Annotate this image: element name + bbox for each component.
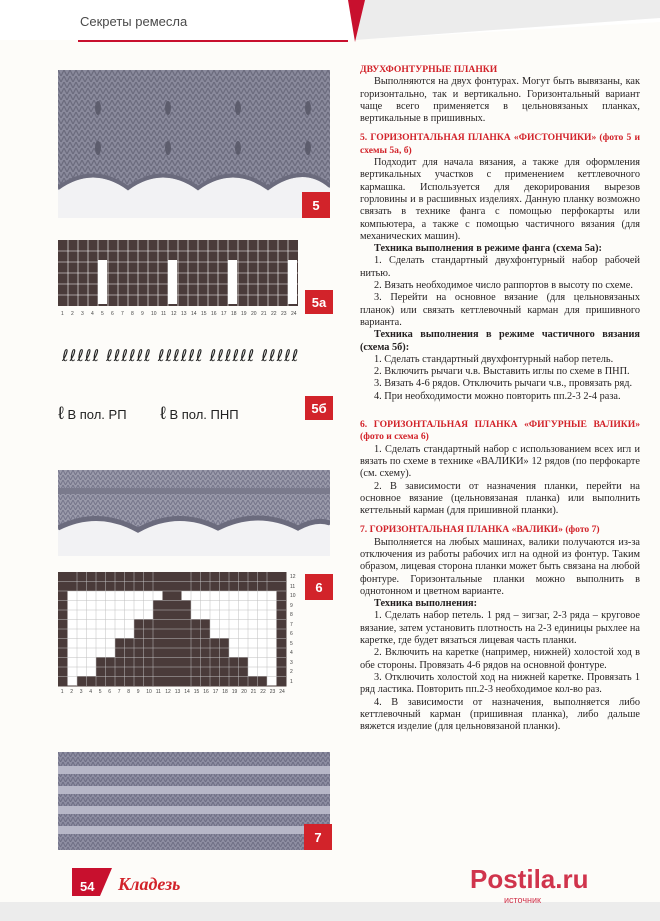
step-5a-1: 1. Сделать стандартный двухфонтурный набор рабочей нитью.: [360, 255, 640, 279]
scale-number: 3: [290, 659, 293, 666]
scale-number: 12: [165, 689, 171, 695]
scheme-5a-scale: [58, 311, 298, 319]
scheme-5a: [58, 240, 302, 308]
watermark: Postila.ru: [470, 864, 589, 894]
para-5: Подходит для начала вязания, а также для оформления вертикальных участков с применением кеттлевочного кармашка. Используется для декорирования вырезов горловины и в расшивных изделиях. Данную планку возможно связать в технике фанга с помощью перфокарты или компьютера, а также с помощью частичного вязания (для механических машин).: [360, 157, 640, 242]
figure-label-6: 6: [305, 574, 333, 600]
scale-number: 9: [141, 311, 144, 317]
scale-number: 10: [151, 311, 157, 317]
scale-number: 11: [161, 311, 167, 317]
section-title: Секреты ремесла: [80, 14, 188, 29]
scale-number: 9: [290, 602, 293, 609]
scale-number: 7: [290, 621, 293, 628]
scale-number: 20: [241, 689, 247, 695]
scale-number: 24: [279, 689, 285, 695]
legend-rp-label: В пол. РП: [67, 407, 127, 422]
figure-label-7: 7: [304, 824, 332, 850]
technique-5a-title: Техника выполнения в режиме фанга (схема 5а):: [374, 243, 602, 255]
scheme-5b-needles: ℓℓℓℓℓ ℓℓℓℓℓℓ ℓℓℓℓℓℓ ℓℓℓℓℓℓ ℓℓℓℓℓ: [62, 346, 300, 365]
scale-number: 10: [290, 593, 296, 599]
step-7-1: 1. Сделать набор петель. 1 ряд – зигзаг, 2-3 ряда – круговое вязание, затем установить плотность на 2-3 единицы рыхлее на каретке, где будет вязаться лицевая часть планки.: [360, 610, 640, 647]
scale-number: 22: [260, 689, 266, 695]
heading-double-bed: ДВУХФОНТУРНЫЕ ПЛАНКИ: [360, 64, 498, 75]
legend-rp: ℓ В пол. РП: [58, 403, 127, 423]
scale-number: 2: [71, 311, 74, 317]
step-7-2: 2. Включить на каретке (например, нижней) холостой ход в обе стороны. Провязать 4-6 рядов на основной фонтуре.: [360, 647, 640, 671]
scale-number: 6: [108, 689, 112, 695]
scale-number: 11: [290, 583, 296, 590]
scale-number: 5: [290, 640, 293, 647]
scale-number: 14: [191, 311, 197, 317]
scale-number: 19: [241, 311, 247, 317]
figure-label-5b: 5б: [305, 396, 333, 420]
step-6-2: 2. В зависимости от назначения планки, перейти на основное вязание (цельновязаная планка) или выполнить кеттельный карман (для пришивной планки).: [360, 480, 640, 517]
scale-number: 21: [250, 689, 257, 695]
legend-pnp-label: В пол. ПНП: [169, 407, 239, 422]
scale-number: 2: [70, 689, 74, 695]
article-column: [360, 64, 640, 733]
scheme-6-scale-x: [58, 689, 286, 697]
magazine-brand: Кладезь: [118, 874, 181, 894]
scale-number: 20: [251, 311, 257, 317]
para-double-bed: Выполняются на двух фонтурах. Могут быть вывязаны, как горизонтально, так и вертикально. Горизонтальный вариант чаще всего применяется в цельновязаных планках, вертикальные в пришивных.: [360, 76, 640, 125]
scale-number: 3: [81, 311, 84, 317]
scale-number: 23: [269, 689, 276, 695]
watermark-sub: источник: [504, 895, 541, 905]
scale-number: 5: [98, 689, 102, 695]
scale-number: 11: [155, 689, 161, 695]
scale-number: 13: [181, 311, 187, 317]
heading-6: 6. ГОРИЗОНТАЛЬНАЯ ПЛАНКА «ФИГУРНЫЕ ВАЛИКИ» (фото и схема 6): [360, 419, 640, 443]
technique-5b-title: Техника выполнения в режиме частичного вязания (схема 5б):: [360, 329, 640, 353]
step-5b-4: 4. При необходимости можно повторить пп.2-3 2-4 раза.: [374, 390, 621, 402]
scale-number: 23: [281, 311, 287, 317]
scheme-6-scale-y: [290, 572, 302, 686]
header-rule: [78, 40, 348, 42]
scale-number: 7: [121, 311, 124, 317]
scale-number: 18: [222, 689, 228, 695]
step-5b-3: 3. Вязать 4-6 рядов. Отключить рычаги ч.в., провязать ряд.: [374, 378, 633, 390]
scale-number: 4: [91, 311, 94, 317]
scale-number: 12: [290, 574, 296, 580]
para-7: Выполняется на любых машинах, валики получаются из-за отключения из работы рабочих игл на одной из фонтур. Таким образом, лицевая сторона планки может быть связана на любой фонтуре. Горизонтальные планки можно выполнить в однотонном и цветном варианте.: [360, 536, 640, 597]
scale-number: 8: [131, 311, 134, 317]
scale-number: 21: [261, 311, 267, 317]
header-band: [0, 0, 660, 62]
step-5a-3: 3. Перейти на основное вязание (для цельновязаных планок) или связать кеттлевочный карман для пришивного варианта.: [360, 292, 640, 328]
scale-number: 6: [111, 311, 114, 317]
step-5b-1: 1. Сделать стандартный двухфонтурный набор петель.: [374, 353, 614, 365]
legend-pnp: ℓ В пол. ПНП: [160, 403, 239, 423]
scale-number: 4: [290, 650, 293, 656]
photo-5: [58, 70, 330, 218]
scale-number: 1: [60, 689, 64, 695]
scale-number: 4: [89, 689, 93, 695]
scale-number: 2: [290, 669, 293, 675]
photo-6: [58, 470, 330, 556]
heading-7: 7. ГОРИЗОНТАЛЬНАЯ ПЛАНКА «ВАЛИКИ» (фото 7): [360, 524, 600, 536]
scale-number: 8: [127, 689, 131, 695]
scale-number: 5: [101, 311, 104, 317]
step-5b-2: 2. Включить рычаги ч.в. Выставить иглы по схеме в ПНП.: [374, 366, 630, 378]
scale-number: 14: [184, 689, 190, 695]
scale-number: 16: [211, 311, 217, 317]
scale-number: 9: [136, 689, 140, 695]
scale-number: 3: [79, 689, 83, 695]
scale-number: 17: [221, 311, 227, 317]
scale-number: 1: [61, 311, 64, 317]
scheme-6: [58, 572, 288, 688]
step-7-3: 3. Отключить холостой ход на нижней каретке. Провязать 1 ряд ластика. Повторить пп.2-3 необходимое кол-во раз.: [360, 671, 640, 696]
figure-label-5a: 5а: [305, 290, 333, 314]
page-number: 54: [80, 879, 95, 894]
step-5a-2: 2. Вязать необходимое число раппортов в высоту по схеме.: [374, 280, 633, 292]
scale-number: 15: [201, 311, 207, 317]
scale-number: 1: [290, 678, 293, 685]
photo-7: [58, 752, 330, 850]
heading-5: 5. ГОРИЗОНТАЛЬНАЯ ПЛАНКА «ФИСТОНЧИКИ» (фото 5 и схемы 5а, б): [360, 132, 640, 156]
scale-number: 7: [117, 689, 121, 695]
scale-number: 19: [231, 689, 238, 695]
scale-number: 16: [203, 689, 209, 695]
scale-number: 15: [193, 689, 200, 695]
step-7-4: 4. В зависимости от назначения, выполняется либо кеттлевочный карман (пришивная планка), либо дальше вяжется изделие (для цельновязаной планки).: [360, 696, 640, 733]
scale-number: 12: [171, 311, 177, 317]
scale-number: 13: [174, 689, 181, 695]
step-6-1: 1. Сделать стандартный набор с использованием всех игл и вязать по схеме в технике «ВАЛИКИ» 12 рядов (по перфокарте (см. схему).: [360, 443, 640, 480]
scale-number: 10: [146, 689, 152, 695]
scale-number: 22: [271, 311, 277, 317]
scale-number: 24: [291, 311, 297, 317]
figure-label-5: 5: [302, 192, 330, 218]
scale-number: 18: [231, 311, 237, 317]
technique-7-title: Техника выполнения:: [374, 598, 478, 610]
scale-number: 17: [212, 689, 219, 695]
scale-number: 8: [290, 612, 293, 618]
scale-number: 6: [290, 631, 293, 637]
